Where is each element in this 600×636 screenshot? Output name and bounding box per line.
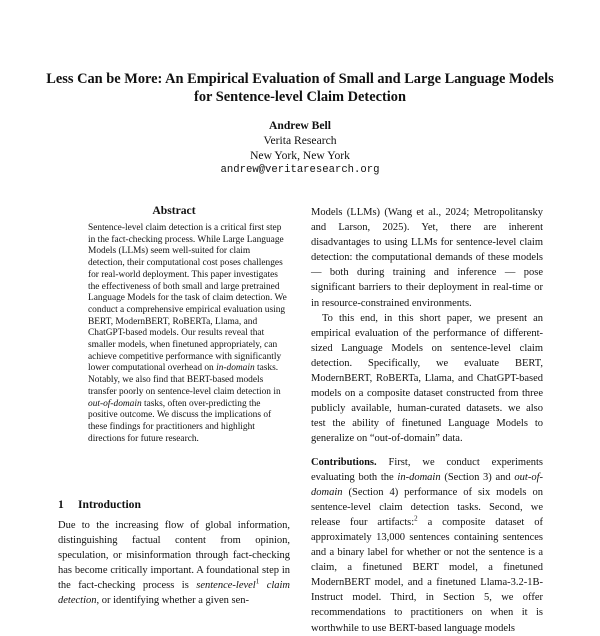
author-email: andrew@veritaresearch.org [220, 164, 380, 176]
section-number: 1 [58, 498, 64, 511]
right-paragraph-2: To this end, in this short paper, we present an empirical evaluation of the performance of different-sized Language Models on sentence-level claim detection. Specifically, we evaluate BERT, ModernBERT, RoBERTa, Llama, and ChatGPT-based models on a composite dataset constructed from three publicly available, human-curated datasets. we also test the ability of finetuned Language Models to generalize on “out-of-domain” data. [311, 312, 543, 445]
right-paragraph-1: Models (LLMs) (Wang et al., 2024; Metropolitansky and Larson, 2025). Yet, there are inherent disadvantages to using LLMs for sentence-level claim detection: the computational demands of these models — both during training and inference — pose significant barriers to their deployment in real-time or in resource-constrained environments. [311, 207, 543, 309]
abstract-emphasis-in-domain: in-domain [216, 363, 255, 374]
right-column [311, 205, 543, 636]
contributions-paragraph [311, 455, 543, 636]
introduction-body [58, 518, 290, 609]
author-location: New York, New York [250, 149, 350, 162]
intro-emphasis-claim-detection: claim detection [58, 580, 291, 607]
paper-title: Less Can be More: An Empirical Evaluation of Small and Large Language Models for Sentence-level Claim Detection [46, 71, 554, 105]
abstract-text-1: Sentence-level claim detection is a critical first step in the fact-checking process. While Large Language Models (LLMs) seem well-suited for claim detection, their computational cost poses challenges for real-world deployment. This paper investigates the effectiveness of both small and large pretrained Language Models for the task of claim detection. We conduct a comprehensive empirical evaluation using BERT, ModernBERT, RoBERTa, Llama, and ChatGPT-based models. Our results reveal that smaller models, when finetuned appropriately, can achieve competitive performance with significantly lower computational overhead on [88, 223, 287, 374]
footnote-marker-2[interactable]: 2 [414, 514, 418, 523]
contributions-text-2: (Section 3) and [440, 471, 515, 483]
section-title: Introduction [78, 498, 141, 511]
section-heading-introduction [58, 498, 290, 511]
author-block [150, 118, 450, 178]
abstract-text-3: tasks, often over-predicting the positive outcome. We discuss the implications of these findings for practitioners and highlight directions for future research. [88, 398, 272, 444]
intro-text-1: Due to the increasing flow of global information, distinguishing factual content from opinion, speculation, or misinformation through fact-checking has become critically important. A foundational step in the fact-checking process is [58, 520, 290, 592]
contributions-emphasis-in-domain: in-domain [397, 471, 441, 483]
intro-text-2: , or identifying whether a given sen- [96, 595, 249, 607]
contributions-text-3: (Section 4) performance of six models on sentence-level claim detection tasks. Second, we release four artifacts: [311, 486, 543, 528]
author-affiliation: Verita Research [263, 134, 337, 147]
contributions-text-1: First, we conduct experiments evaluating both the [311, 456, 543, 483]
abstract-text-2: tasks. Notably, we also find that BERT-based models transfer poorly on sentence-level claim detection in [88, 363, 281, 397]
footnote-marker-1[interactable]: 1 [255, 577, 260, 586]
author-name: Andrew Bell [269, 119, 331, 132]
contributions-emphasis-out-of-domain: out-of-domain [311, 471, 543, 498]
contributions-text-4: a composite dataset of approximately 13,000 sentences containing sentences and a binary label for whether or not the sentence is a claim, a finetuned BERT model, a finetuned ModernBERT model, and a finetuned Llama-3.2-1B-Instruct model. Third, in Section 5, we offer recommendations to practitioners on when it is worthwhile to use BERT-based language models [311, 516, 543, 634]
abstract-emphasis-out-of-domain: out-of-domain [88, 398, 142, 409]
abstract-body [88, 223, 288, 445]
abstract-heading: Abstract [152, 204, 196, 217]
contributions-heading: Contributions. [311, 456, 377, 468]
intro-emphasis-sentence-level: sentence-level [196, 580, 256, 592]
